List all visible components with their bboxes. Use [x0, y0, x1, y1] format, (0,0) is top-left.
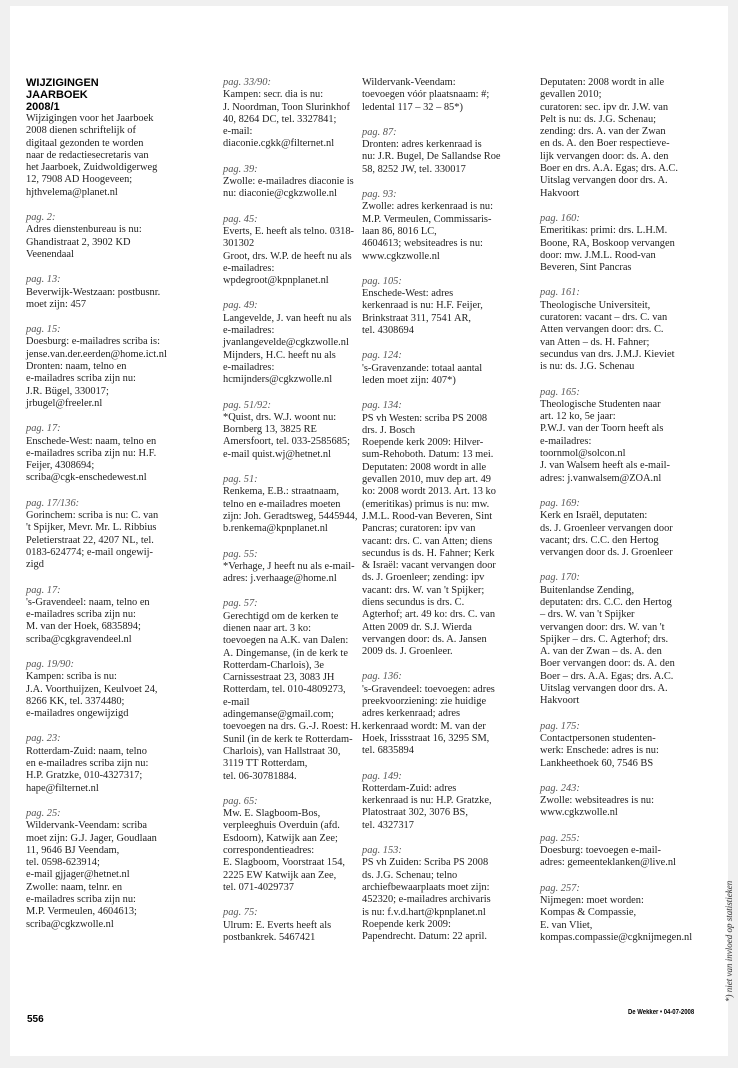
entry-text-line: e-mail quist.wj@hetnet.nl — [223, 448, 331, 460]
change-entry — [362, 77, 490, 114]
entry-text-line: moet zijn: 457 — [26, 298, 87, 310]
change-entry — [362, 671, 495, 757]
entry-text-line: Enschede-West: naam, telno en — [26, 435, 157, 447]
entry-text-line: Hoek, Irissstraat 16, 3295 SM, — [362, 732, 490, 744]
entry-text-line: gevallen 2010, muv dep art. 49 — [362, 474, 491, 486]
entry-text-line: adingemanse@gmail.com; — [223, 709, 334, 721]
page-reference: pag. 75: — [223, 907, 258, 919]
change-entry — [223, 400, 351, 461]
entry-text-line: Deputaten: 2008 wordt in alle — [362, 461, 487, 473]
entry-text-line: ledental 117 – 32 – 85*) — [362, 101, 463, 113]
entry-text-line: curatoren: vacant – drs. C. van — [540, 312, 668, 324]
entry-text-line: scriba@cgkgravendeel.nl — [26, 633, 132, 645]
change-entry — [26, 324, 167, 410]
entry-text-line: Pancras; curatoren: ipv van — [362, 523, 476, 535]
entry-text-line: secundus van drs. J.M.J. Kieviet — [540, 348, 675, 360]
entry-text-line: vacant: drs. W. van 't Spijker; — [362, 584, 485, 596]
entry-text-line: Kompas & Compassie, — [540, 907, 637, 919]
entry-text-line: Langevelde, J. van heeft nu als — [223, 312, 352, 324]
entry-text-line: ko: 2008 wordt 2013. Art. 13 ko — [362, 486, 496, 498]
page-reference: pag. 13: — [26, 274, 61, 286]
entry-text-line: jense.van.der.eerden@home.ict.nl — [26, 348, 167, 360]
change-entry — [540, 783, 668, 820]
entry-text-line: e-mail: — [223, 126, 253, 138]
page-reference: pag. 15: — [26, 324, 61, 336]
change-entry — [540, 572, 675, 707]
section-heading: WIJZIGINGEN JAARBOEK 2008/1 — [26, 77, 99, 113]
entry-text-line: kerkenraad is nu: H.P. Gratzke, — [362, 795, 492, 807]
change-entry — [26, 497, 159, 572]
entry-text-line: curatoren: sec. ipv dr. J.W. van — [540, 101, 669, 113]
change-entry — [26, 807, 157, 931]
entry-text-line: H.P. Gratzke, 010-4327317; — [26, 770, 143, 782]
entry-text-line: Roepende kerk 2009: Hilver- — [362, 437, 484, 449]
change-entry — [362, 276, 490, 337]
entry-text-line: tel. 06-30781884. — [223, 770, 297, 782]
entry-text-line: (emeritikas) primus is nu: mw. — [362, 498, 490, 510]
entry-text-line: nu: J.R. Bugel, De Sallandse Roe — [362, 151, 501, 163]
page-reference: pag. 124: — [362, 350, 402, 362]
entry-text-line: Mijnders, H.C. heeft nu als — [223, 349, 336, 361]
entry-text-line: Boer – drs. A.A. Egas; drs. A.C. — [540, 670, 674, 682]
entry-text-line: Kerk en Israël, deputaten: — [540, 510, 648, 522]
entry-text-line: tel. 6835894 — [362, 745, 414, 757]
entry-text-line: ds. J. Groenleer vervangen door — [540, 522, 673, 534]
entry-text-line: telno en e-mailadres moeten — [223, 498, 341, 510]
entry-text-line: is nu: f.v.d.hart@kpnplanet.nl — [362, 906, 486, 918]
entry-text-line: Boer vervangen door: ds. A. den — [540, 658, 675, 670]
entry-text-line: het Jaarboek, Zuidwoldigerweg — [26, 162, 158, 174]
entry-text-line: Wildervank-Veendam: — [362, 77, 456, 88]
entry-text-line: scriba@cgkzwolle.nl — [26, 918, 114, 930]
column-2 — [223, 77, 361, 957]
entry-text-line: hjthvelema@planet.nl — [26, 186, 118, 198]
entry-text-line: toevoegen vóór plaatsnaam: #; — [362, 89, 490, 101]
change-entry — [540, 287, 675, 373]
entry-text-line: diens secundus is drs. C. — [362, 596, 465, 608]
entry-text-line: Wijzigingen voor het Jaarboek — [26, 113, 154, 124]
entry-text-line: diaconie.cgkk@filternet.nl — [223, 138, 335, 150]
entry-text-line: 't Spijker, Mevr. Mr. L. Ribbius — [26, 522, 157, 534]
publication-footer: De Wekker • 04-07-2008 — [628, 1009, 695, 1016]
entry-text-line: Zwolle: websiteadres is nu: — [540, 795, 654, 807]
entry-text-line: PS vh Westen: scriba PS 2008 — [362, 412, 488, 424]
entry-text-line: zijn: Joh. Geradtsweg, 5445944, — [223, 510, 358, 522]
page-reference: pag. 160: — [540, 212, 580, 224]
page-reference: pag. 19/90: — [26, 658, 74, 670]
entry-text-line: – drs. W. van 't Spijker — [540, 609, 635, 621]
entry-text-line: vacant; drs. C.C. den Hertog — [540, 534, 659, 546]
entry-text-line: E. Slagboom, Voorstraat 154, — [223, 857, 345, 869]
entry-text-line: vacant: drs. C. van Atten; diens — [362, 535, 493, 547]
change-entry — [540, 882, 693, 944]
change-entry — [223, 548, 355, 586]
page-reference: pag. 153: — [362, 845, 402, 857]
entry-text-line: 0183-624774; e-mail ongewij- — [26, 546, 153, 558]
entry-text-line: Rotterdam-Zuid: adres — [362, 782, 457, 794]
entry-text-line: door: mw. J.M.L. Rood-van — [540, 249, 656, 261]
entry-text-line: 40, 8264 DC, tel. 3327841; — [223, 113, 337, 125]
change-entry — [26, 274, 161, 311]
entry-text-line: 2008 dienen schriftelijk of — [26, 125, 136, 137]
page-reference: pag. 17: — [26, 423, 61, 435]
entry-text-line: Papendrecht. Datum: 22 april. — [362, 931, 487, 943]
change-entry — [362, 845, 490, 943]
entry-text-line: is nu: ds. J.G. Schenau — [540, 361, 635, 373]
entry-text-line: PS vh Zuiden: Scriba PS 2008 — [362, 857, 489, 869]
entry-text-line: e-mailadres scriba zijn nu: H.F. — [26, 447, 157, 459]
page-reference: pag. 45: — [223, 213, 258, 225]
entry-text-line: 8266 KK, tel. 3374480; — [26, 695, 125, 707]
entry-text-line: Uitslag vervangen door drs. A. — [540, 175, 668, 187]
page-reference: pag. 25: — [26, 807, 61, 819]
column-4 — [540, 77, 693, 957]
change-entry — [362, 771, 490, 832]
entry-text-line: correspondentieadres: — [223, 845, 315, 857]
page-reference: pag. 23: — [26, 733, 61, 745]
change-entry — [223, 163, 354, 201]
entry-text-line: Roepende kerk 2009: — [362, 918, 451, 930]
page-reference: pag. 255: — [540, 832, 580, 844]
entry-text-line: postbankrek. 5467421 — [223, 931, 316, 943]
page-reference: pag. 57: — [223, 598, 258, 610]
entry-text-line: Dronten: adres kerkenraad is — [362, 139, 482, 151]
entry-text-line: leden moet zijn: 407*) — [362, 374, 456, 386]
entry-text-line: Mw. E. Slagboom-Bos, — [223, 808, 321, 820]
entry-text-line: Buitenlandse Zending, — [540, 584, 635, 596]
entry-text-line: adres: j.vanwalsem@ZOA.nl — [540, 472, 662, 484]
entry-text-line: e-mailadres: — [223, 262, 275, 274]
change-entry — [26, 658, 158, 720]
entry-text-line: Spijker – drs. C. Agterhof; drs. — [540, 633, 669, 645]
entry-text-line: Kampen: secr. dia is nu: — [223, 89, 324, 101]
change-entry — [26, 423, 157, 484]
entry-text-line: Boer en drs. A.A. Egas; drs. A.C. — [540, 163, 678, 175]
change-entry — [540, 77, 678, 200]
entry-text-line: adres: j.verhaage@home.nl — [223, 573, 337, 585]
entry-text-line: Emeritikas: primi: drs. L.H.M. — [540, 225, 668, 237]
entry-text-line: tel. 071-4029737 — [223, 881, 294, 893]
entry-text-line: toevoegen na drs. G.-J. Roest: H. — [223, 721, 361, 733]
entry-text-line: deputaten: drs. C.C. den Hertog — [540, 596, 672, 608]
entry-text-line: tel. 0598-623914; — [26, 857, 100, 869]
change-entry — [540, 387, 668, 485]
entry-text-line: adres kerkenraad; adres — [362, 708, 461, 720]
entry-text-line: zending: drs. A. van der Zwan — [540, 126, 666, 138]
entry-text-line: Doesburg: e-mailadres scriba is: — [26, 336, 160, 348]
entry-text-line: Theologische Universiteit, — [540, 299, 651, 311]
entry-text-line: 12, 7908 AD Hoogeveen; — [26, 174, 133, 186]
entry-text-line: E. van Vliet, — [540, 919, 593, 931]
page-reference: pag. 33/90: — [223, 77, 271, 88]
entry-text-line: sum-Rehoboth. Datum: 13 mei. — [362, 449, 494, 461]
entry-text-line: e-mail — [223, 696, 250, 708]
entry-text-line: ds. J. Groenleer; zending: ipv — [362, 572, 485, 584]
entry-text-line: Contactpersonen studenten- — [540, 732, 656, 744]
entry-text-line: Carnissestraat 23, 3083 JH — [223, 672, 335, 684]
entry-text-line: Groot, drs. W.P. de heeft nu als — [223, 250, 352, 262]
entry-text-line: 452320; e-mailadres archivaris — [362, 894, 491, 906]
change-entry — [540, 832, 676, 870]
change-entry — [362, 350, 490, 387]
entry-text-line: nu: diaconie@cgkzwolle.nl — [223, 188, 338, 200]
entry-text-line: 2009 ds. J. Groenleer. — [362, 646, 453, 658]
entry-text-line: en e-mailadres scriba zijn nu: — [26, 758, 149, 770]
change-entry — [26, 77, 158, 199]
page-reference: pag. 49: — [223, 300, 258, 312]
entry-text-line: moet zijn: G.J. Jager, Goudlaan — [26, 832, 157, 844]
entry-text-line: drs. J. Bosch — [362, 424, 416, 436]
entry-text-line: 's-Gravendeel: toevoegen: adres — [362, 683, 495, 695]
entry-text-line: dienen naar art. 3 ko: — [223, 622, 311, 634]
column-3 — [362, 77, 501, 956]
entry-text-line: J.A. Voorthuijzen, Keulvoet 24, — [26, 683, 158, 695]
entry-text-line: Atten vervangen door: drs. C. — [540, 324, 664, 336]
change-entry — [223, 796, 351, 894]
change-entry — [26, 733, 154, 794]
entry-text-line: Atten 2009 dr. S.J. Wierda — [362, 621, 472, 633]
entry-text-line: Renkema, E.B.: straatnaam, — [223, 486, 339, 498]
entry-text-line: vervangen door: ds. A. Jansen — [362, 633, 487, 645]
entry-text-line: Peletierstraat 22, 4207 NL, tel. — [26, 534, 154, 546]
column-1 — [26, 77, 167, 944]
entry-text-line: Feijer, 4308694; — [26, 460, 95, 472]
entry-text-line: laan 86, 8016 LC, — [362, 225, 437, 237]
entry-text-line: *Quist, drs. W.J. woont nu: — [223, 411, 337, 423]
entry-text-line: Adres dienstenbureau is nu: — [26, 224, 142, 236]
entry-text-line: Ghandistraat 2, 3902 KD — [26, 236, 131, 248]
entry-text-line: 3119 TT Rotterdam, — [223, 758, 308, 770]
entry-text-line: M.P. Vermeulen, Commissaris- — [362, 213, 492, 225]
change-entry — [223, 598, 361, 782]
change-entry — [540, 497, 673, 559]
entry-text-line: Bornberg 13, 3825 RE — [223, 424, 317, 436]
entry-text-line: werk: Enschede: adres is nu: — [540, 745, 659, 757]
entry-text-line: Lankheethoek 60, 7546 BS — [540, 757, 654, 769]
entry-text-line: Pelt is nu: ds. J.G. Schenau; — [540, 113, 657, 125]
entry-text-line: M.P. Vermeulen, 4604613; — [26, 906, 137, 918]
entry-text-line: art. 12 ko, 5e jaar: — [540, 411, 616, 423]
page-reference: pag. 175: — [540, 720, 580, 732]
entry-text-line: e-mailadres: — [540, 435, 592, 447]
page-reference: pag. 257: — [540, 882, 580, 894]
change-entry — [362, 126, 501, 176]
entry-text-line: van Atten – ds. H. Fahner; — [540, 336, 650, 348]
entry-text-line: P.W.J. van der Toorn heeft als — [540, 423, 664, 435]
entry-text-line: tel. 4327317 — [362, 819, 414, 831]
entry-text-line: Gorinchem: scriba is nu: C. van — [26, 510, 159, 522]
entry-text-line: Beverwijk-Westzaan: postbusnr. — [26, 286, 161, 298]
entry-text-line: Ulrum: E. Everts heeft als — [223, 919, 332, 931]
page-reference: pag. 2: — [26, 212, 56, 224]
entry-text-line: 2225 EW Katwijk aan Zee, — [223, 869, 337, 881]
entry-text-line: Everts, E. heeft als telno. 0318- — [223, 225, 354, 237]
page-number: 556 — [27, 1014, 44, 1025]
entry-text-line: 58, 8252 JW, tel. 330017 — [362, 163, 466, 175]
page-reference: pag. 39: — [223, 163, 258, 175]
entry-text-line: Zwolle: e-mailadres diaconie is — [223, 176, 354, 188]
entry-text-line: e-mailadres scriba zijn nu: — [26, 373, 136, 385]
page — [10, 6, 734, 1056]
entry-text-line: Gerechtigd om de kerken te — [223, 610, 339, 622]
change-entry — [362, 400, 496, 658]
entry-text-line: scriba@cgk-enschedewest.nl — [26, 472, 147, 484]
entry-text-line: Zwolle: adres kerkenraad is nu: — [362, 201, 493, 213]
entry-text-line: Brinkstraat 311, 7541 AR, — [362, 312, 471, 324]
entry-text-line: & Israël: vacant vervangen door — [362, 560, 496, 572]
change-entry — [223, 907, 351, 944]
entry-text-line: Amersfoort, tel. 033-2585685; — [223, 436, 350, 448]
entry-text-line: toornmol@solcon.nl — [540, 448, 626, 460]
entry-text-line: jvanlangevelde@cgkzwolle.nl — [223, 337, 349, 349]
entry-text-line: Kampen: scriba is nu: — [26, 671, 117, 683]
entry-text-line: Zwolle: naam, telnr. en — [26, 881, 123, 893]
entry-text-line: Uitslag vervangen door drs. A. — [540, 683, 668, 695]
entry-text-line: archiefbewaarplaats moet zijn: — [362, 881, 490, 893]
entry-text-line: *Verhage, J heeft nu als e-mail- — [223, 560, 355, 572]
entry-text-line: gevallen 2010; — [540, 89, 602, 101]
entry-text-line: Charlois), van Hallstraat 30, — [223, 745, 341, 757]
page-reference: pag. 93: — [362, 189, 397, 201]
entry-text-line: naar de redactiesecretaris van — [26, 149, 149, 161]
entry-text-line: Rotterdam-Zuid: naam, telno — [26, 745, 147, 757]
entry-text-line: Hakvoort — [540, 187, 580, 199]
change-entry — [26, 212, 154, 261]
entry-text-line: hape@filternet.nl — [26, 782, 99, 794]
page-reference: pag. 243: — [540, 782, 580, 794]
entry-text-line: Boone, RA, Boskoop vervangen — [540, 237, 675, 249]
entry-text-line: Theologische Studenten naar — [540, 398, 661, 410]
page-reference: pag. 170: — [540, 572, 580, 584]
entry-text-line: J. Noordman, Toon Slurinkhof — [223, 101, 350, 113]
entry-text-line: zigd — [26, 559, 44, 571]
entry-text-line: M. van der Hoek, 6835894; — [26, 621, 141, 633]
page-reference: pag. 87: — [362, 126, 397, 138]
change-entry — [540, 212, 675, 274]
page-reference: pag. 65: — [223, 795, 258, 807]
entry-text-line: toevoegen na A.K. van Dalen: — [223, 635, 349, 647]
entry-text-line: hcmijnders@cgkzwolle.nl — [223, 374, 333, 386]
entry-text-line: b.renkema@kpnplanet.nl — [223, 523, 328, 535]
page-reference: pag. 51: — [223, 474, 258, 486]
entry-text-line: verpleeghuis Overduin (afd. — [223, 820, 340, 832]
page-reference: pag. 134: — [362, 400, 402, 412]
change-entry — [362, 189, 493, 263]
entry-text-line: kerkenraad is nu: H.F. Feijer, — [362, 300, 483, 312]
side-note: *) niet van invloed op statistieken — [724, 880, 734, 1002]
change-entry — [223, 300, 351, 386]
entry-text-line: A. Dingemanse, (in de kerk te — [223, 647, 348, 659]
entry-text-line: vervangen door: drs. W. van 't — [540, 621, 665, 633]
entry-text-line: vervangen door ds. J. Groenleer — [540, 547, 673, 559]
change-entry — [540, 721, 668, 770]
entry-text-line: www.cgkzwolle.nl — [540, 807, 618, 819]
page-reference: pag. 161: — [540, 287, 580, 299]
entry-text-line: www.cgkzwolle.nl — [362, 250, 440, 262]
entry-text-line: J. van Walsem heeft als e-mail- — [540, 460, 670, 472]
entry-text-line: Beveren, Sint Pancras — [540, 262, 632, 274]
entry-text-line: J.M.L. Rood-van Beveren, Sint — [362, 510, 493, 522]
page-reference: pag. 149: — [362, 770, 402, 782]
entry-text-line: 4604613; websiteadres is nu: — [362, 238, 483, 250]
entry-text-line: ds. J.G. Schenau; telno — [362, 869, 458, 881]
entry-text-line: Veenendaal — [26, 248, 74, 260]
entry-text-line: Enschede-West: adres — [362, 288, 454, 300]
entry-text-line: kompas.compassie@cgknijmegen.nl — [540, 931, 693, 943]
entry-text-line: secundus is ds. H. Fahner; Kerk — [362, 547, 495, 559]
entry-text-line: e-mailadres scriba zijn nu: — [26, 609, 136, 621]
entry-text-line: Doesburg: toevoegen e-mail- — [540, 845, 661, 857]
change-entry — [223, 474, 358, 535]
entry-text-line: Nijmegen: moet worden: — [540, 894, 644, 906]
entry-text-line: tel. 4308694 — [362, 325, 414, 337]
change-entry — [26, 585, 154, 646]
entry-text-line: Platostraat 302, 3076 BS, — [362, 807, 468, 819]
page-reference: pag. 17/136: — [26, 497, 80, 509]
entry-text-line: en ds. A. den Boer respectieve- — [540, 138, 670, 150]
page-reference: pag. 165: — [540, 386, 580, 398]
entry-text-line: 's-Gravenzande: totaal aantal — [362, 362, 483, 374]
entry-text-line: Rotterdam-Charlois), 3e — [223, 659, 324, 671]
entry-text-line: e-mailadres: — [223, 361, 275, 373]
entry-text-line: lijk vervangen door: ds. A. den — [540, 150, 669, 162]
entry-text-line: Rotterdam, tel. 010-4809273, — [223, 684, 346, 696]
entry-text-line: wpdegroot@kpnplanet.nl — [223, 275, 329, 287]
entry-text-line: 11, 9646 BJ Veendam, — [26, 844, 120, 856]
entry-text-line: kerkenraad wordt: M. van der — [362, 720, 486, 732]
entry-text-line: 's-Gravendeel: naam, telno en — [26, 596, 150, 608]
change-entry — [223, 77, 351, 151]
entry-text-line: Esdoorn), Katwijk aan Zee; — [223, 832, 338, 844]
entry-text-line: e-mailadres scriba zijn nu: — [26, 894, 136, 906]
entry-text-line: e-mailadres: — [223, 325, 275, 337]
page-reference: pag. 55: — [223, 548, 258, 560]
page-reference: pag. 169: — [540, 497, 580, 509]
page-reference: pag. 17: — [26, 584, 61, 596]
change-entry — [223, 213, 354, 288]
entry-text-line: Wildervank-Veendam: scriba — [26, 820, 148, 832]
entry-text-line: Dronten: naam, telno en — [26, 361, 127, 373]
entry-text-line: preekvoorziening: zie huidige — [362, 696, 487, 708]
entry-text-line: J.R. Bügel, 330017; — [26, 385, 109, 397]
entry-text-line: Hakvoort — [540, 695, 580, 707]
page-reference: pag. 51/92: — [223, 399, 271, 411]
entry-text-line: Sunil (in de kerk te Rotterdam- — [223, 733, 353, 745]
page-reference: pag. 136: — [362, 671, 402, 683]
entry-text-line: digitaal gezonden te worden — [26, 137, 144, 149]
entry-text-line: e-mail gjjager@hetnet.nl — [26, 869, 130, 881]
entry-text-line: jrbugel@freeler.nl — [26, 397, 103, 409]
entry-text-line: adres: gemeenteklanken@live.nl — [540, 857, 676, 869]
page-reference: pag. 105: — [362, 275, 402, 287]
entry-text-line: A. van der Zwan – ds. A. den — [540, 646, 662, 658]
entry-text-line: Deputaten: 2008 wordt in alle — [540, 77, 665, 88]
entry-text-line: e-mailadres ongewijzigd — [26, 708, 129, 720]
entry-text-line: 301302 — [223, 238, 255, 250]
entry-text-line: Agterhof; art. 49 ko: drs. C. van — [362, 609, 496, 621]
